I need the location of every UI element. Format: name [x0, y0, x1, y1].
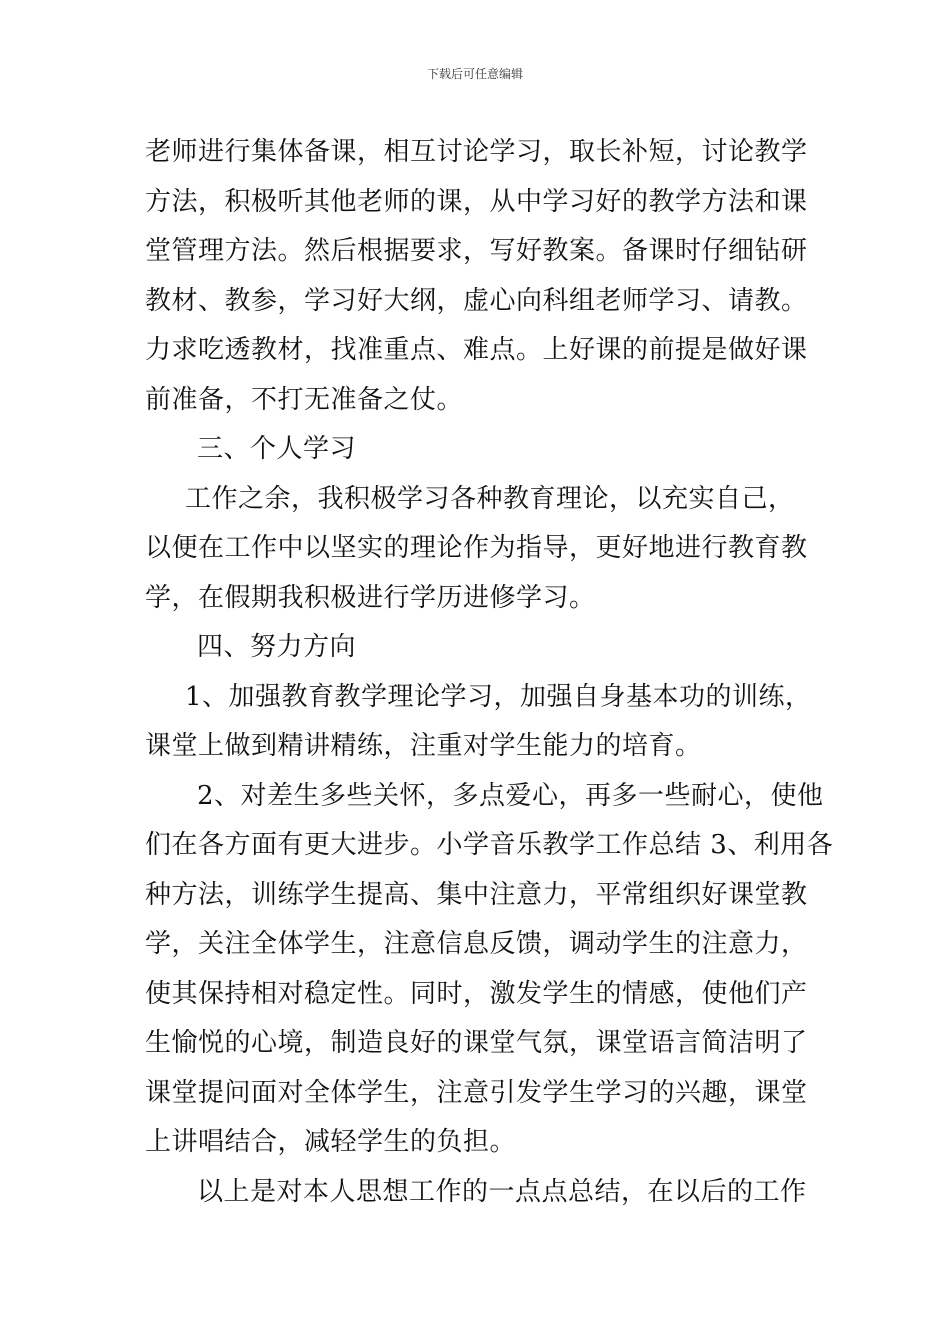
text-line: 们在各方面有更大进步。小学音乐教学工作总结 3、利用各	[145, 830, 834, 860]
text-line: 上讲唱结合，减轻学生的负担。	[145, 1127, 517, 1157]
text-line: 工作之余，我积极学习各种教育理论，以充实自己，	[185, 483, 795, 514]
text-line: 使其保持相对稳定性。同时，激发学生的情感，使他们产	[145, 978, 808, 1009]
document-body	[145, 128, 834, 1217]
text-line: 课堂提问面对全体学生，注意引发学生学习的兴趣，课堂	[145, 1077, 808, 1108]
text-line: 课堂上做到精讲精练，注重对学生能力的培育。	[145, 731, 702, 761]
text-line: 以上是对本人思想工作的一点点总结，在以后的工作	[197, 1176, 807, 1207]
text-line: 方法，积极听其他老师的课，从中学习好的教学方法和课	[145, 186, 808, 217]
text-line: 生愉悦的心境，制造良好的课堂气氛，课堂语言简洁明了	[145, 1028, 808, 1058]
text-line: 学，关注全体学生，注意信息反馈，调动学生的注意力，	[145, 929, 808, 959]
text-line: 前准备，不打无准备之仗。	[145, 384, 464, 415]
page-header: 下载后可任意编辑	[426, 67, 523, 81]
text-line: 教材、教参，学习好大纲，虚心向科组老师学习、请教。	[145, 285, 808, 316]
text-line: 2、对差生多些关怀，多点爱心，再多一些耐心，使他	[197, 780, 824, 811]
text-line: 力求吃透教材，找准重点、难点。上好课的前提是做好课	[145, 335, 808, 365]
text-line: 四、努力方向	[197, 632, 357, 662]
text-line: 学，在假期我积极进行学历进修学习。	[145, 582, 596, 613]
text-line: 老师进行集体备课，相互讨论学习，取长补短，讨论教学	[145, 137, 808, 167]
text-line: 三、个人学习	[197, 434, 357, 464]
text-line: 以便在工作中以坚实的理论作为指导，更好地进行教育教	[145, 533, 808, 563]
text-line: 种方法，训练学生提高、集中注意力，平常组织好课堂教	[145, 879, 808, 910]
text-line: 堂管理方法。然后根据要求，写好教案。备课时仔细钻研	[145, 236, 808, 266]
text-line: 1、加强教育教学理论学习，加强自身基本功的训练，	[185, 681, 812, 712]
